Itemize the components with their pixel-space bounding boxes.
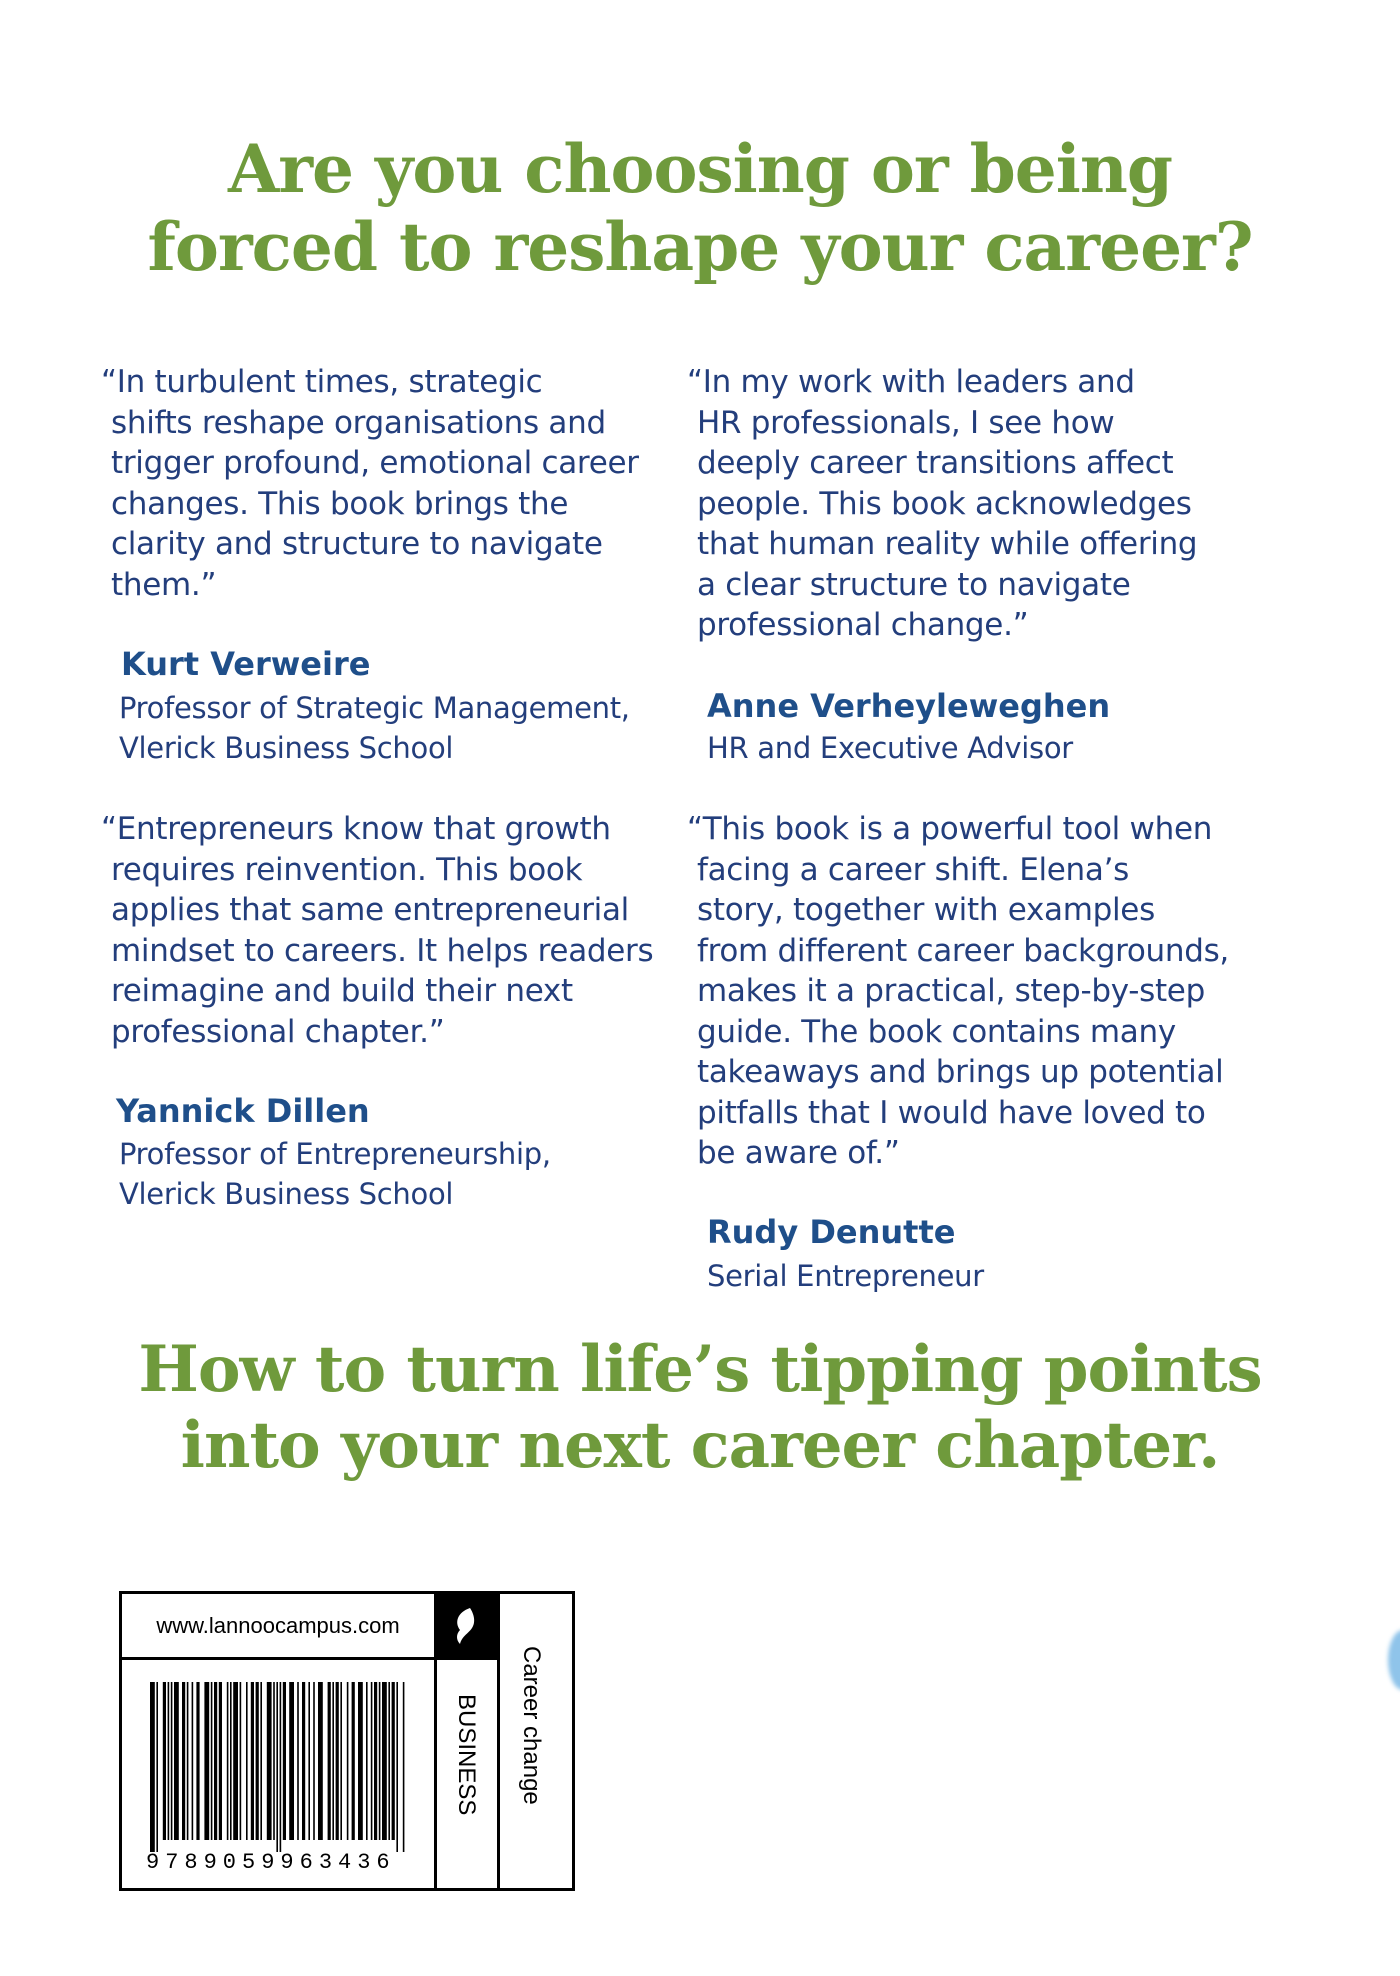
barcode-bar [318, 1682, 323, 1840]
category-label: BUSINESS [453, 1694, 480, 1816]
barcode-bar [313, 1682, 315, 1840]
quote-rudy-denutte: “ This book is a powerful tool when facing a career shift. Elena’s story, together with examples from different career backgrounds, makes it a practical, step-by-step guide. The book contains many takeaways and brings up potential pitfalls that I would have loved to be aware of. ” [697, 809, 1297, 1174]
barcode-bar [174, 1682, 179, 1840]
barcode-bar [163, 1682, 166, 1840]
author-name-anne-verheyleweghen: Anne Verheyleweghen [707, 687, 1111, 725]
barcode-bar [171, 1682, 173, 1840]
isbn-digits: 9789059963436 [146, 1850, 396, 1875]
subject-label: Career change [518, 1646, 545, 1805]
barcode-bar [187, 1682, 189, 1840]
barcode-bar [371, 1682, 373, 1840]
barcode-bar [280, 1682, 282, 1852]
author-role-kurt-verweire: Professor of Strategic Management, Vlerick Business School [119, 691, 630, 765]
barcode-bar [340, 1682, 342, 1840]
author-name-rudy-denutte: Rudy Denutte [707, 1213, 956, 1251]
author-role-anne-verheyleweghen: HR and Executive Advisor [707, 731, 1073, 765]
top-headline-line-2: forced to reshape your career? [147, 208, 1253, 286]
barcode-bar [211, 1682, 213, 1840]
barcode-bar [328, 1682, 331, 1840]
barcode-bar [214, 1682, 217, 1840]
barcode-bar [336, 1682, 339, 1840]
top-headline-line-1: Are you choosing or being [228, 130, 1172, 208]
barcode-bar [358, 1682, 363, 1840]
barcode-bar [392, 1682, 395, 1840]
barcode-bar [219, 1682, 222, 1840]
quote-anne-verheyleweghen: “ In my work with leaders and HR professionals, I see how deeply career transitions affect people. This book acknowledges that human reality while offering a clear structure to navigate professional change. ” [697, 362, 1257, 646]
barcode-bar [227, 1682, 229, 1840]
barcode-bar [302, 1682, 305, 1840]
quote-yannick-dillen: “ Entrepreneurs know that growth requires reinvention. This book applies that same entrepreneurial mindset to careers. It helps readers reimagine and build their next professional chapter. ” [111, 809, 691, 1052]
barcode-bar [366, 1682, 368, 1840]
barcode-bar [332, 1682, 334, 1840]
barcode-bars [150, 1682, 412, 1852]
bottom-headline-line-1: How to turn life’s tipping points [138, 1332, 1262, 1407]
edge-blue-dot [1388, 1630, 1400, 1690]
barcode-bar [233, 1682, 238, 1840]
barcode-bar [382, 1682, 387, 1840]
barcode-bar [251, 1682, 254, 1840]
publisher-logo-icon [434, 1594, 500, 1660]
bottom-headline-line-2: into your next career chapter. [180, 1408, 1220, 1483]
barcode-bar [283, 1682, 286, 1840]
barcode-bar [308, 1682, 310, 1840]
barcode-bar [352, 1682, 355, 1840]
barcode-bar [388, 1682, 390, 1840]
barcode-bar [256, 1682, 259, 1840]
publisher-url: www.lannoocampus.com [122, 1594, 434, 1660]
barcode-bar [192, 1682, 194, 1840]
author-name-yannick-dillen: Yannick Dillen [116, 1092, 370, 1130]
quote-kurt-verweire: “ In turbulent times, strategic shifts reshape organisations and trigger profound, emotional career changes. This book brings the clarity and structure to navigate them. ” [111, 362, 671, 605]
barcode-bar [379, 1682, 381, 1840]
barcode-bar [260, 1682, 262, 1840]
barcode-bar [267, 1682, 272, 1840]
barcode-bar [230, 1682, 232, 1840]
barcode-bar [196, 1682, 199, 1840]
barcode-box [119, 1591, 575, 1891]
barcode-bar [150, 1682, 155, 1852]
bottom-headline [0, 1332, 1400, 1484]
barcode-bar [403, 1682, 405, 1852]
barcode-bar [273, 1682, 275, 1840]
barcode-bar [276, 1682, 278, 1852]
barcode-bar [156, 1682, 158, 1852]
barcode-bar [347, 1682, 349, 1840]
barcode-bar [168, 1682, 170, 1840]
barcode-bar [374, 1682, 377, 1840]
author-role-rudy-denutte: Serial Entrepreneur [707, 1259, 984, 1293]
barcode-bar [240, 1682, 242, 1840]
barcode-bar [396, 1682, 398, 1852]
author-name-kurt-verweire: Kurt Verweire [121, 645, 371, 683]
barcode-bar [204, 1682, 209, 1840]
barcode-bar [182, 1682, 185, 1840]
top-headline [0, 130, 1400, 286]
barcode-bar [246, 1682, 248, 1840]
barcode-bar [289, 1682, 294, 1840]
author-role-yannick-dillen: Professor of Entrepreneurship, Vlerick Business School [119, 1137, 551, 1211]
barcode-bar [297, 1682, 299, 1840]
